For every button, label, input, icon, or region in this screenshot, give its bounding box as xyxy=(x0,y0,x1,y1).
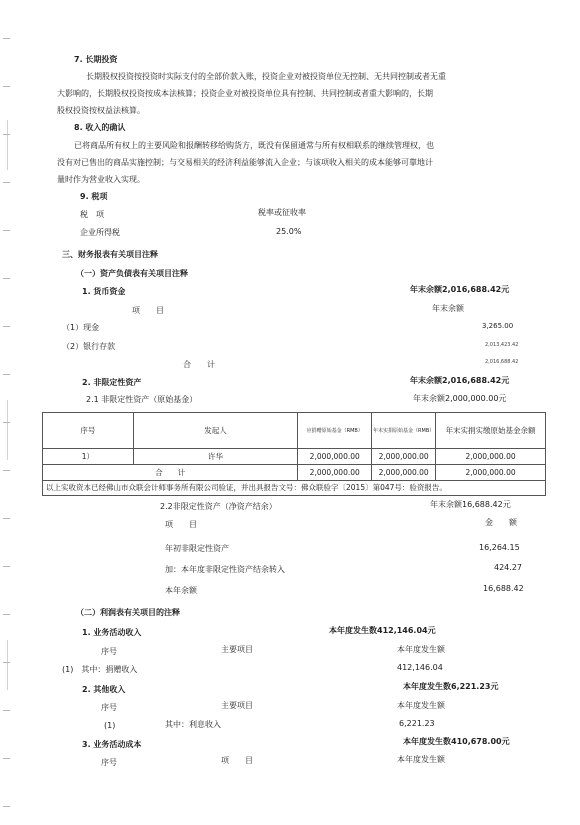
tax-row-rate: 25.0% xyxy=(276,227,302,236)
fund-sum-label: 合 计 xyxy=(43,465,298,481)
net-assets-total: 年末余额16,688.42元 xyxy=(430,500,511,509)
fund-header-due: 应捐赠原始基金（RMB） xyxy=(298,413,372,449)
original-fund-table xyxy=(42,412,546,481)
business-income-row-value: 412,146.04 xyxy=(397,663,443,672)
activity-cost-header-item: 项 目 xyxy=(221,756,253,765)
cash-row-label: （1）现金 xyxy=(62,323,100,332)
restricted-title: 2. 非限定性资产 xyxy=(82,378,142,387)
tax-header-rate: 税率或征收率 xyxy=(258,208,306,217)
business-income-header-no: 序号 xyxy=(101,647,117,656)
tax-row-name: 企业所得税 xyxy=(80,228,120,237)
net-assets-header-amount: 金 额 xyxy=(485,518,517,527)
other-income-total: 本年度发生数6,221.23元 xyxy=(403,682,499,691)
net-assets-row-value: 16,688.42 xyxy=(483,584,524,593)
fund-cell-no: 1） xyxy=(43,449,134,465)
net-assets-header-item: 项 目 xyxy=(165,520,197,529)
fund-header-sponsor: 发起人 xyxy=(133,413,298,449)
table-row xyxy=(43,449,546,465)
other-income-header-amount: 本年度发生额 xyxy=(397,701,445,710)
fund-sum-paid: 2,000,000.00 xyxy=(436,465,546,481)
cash-header-item: 项 目 xyxy=(132,306,164,315)
cash-row-value: 2,013,423.42 xyxy=(485,342,519,348)
notes-title: 三、财务报表有关项目注释 xyxy=(62,250,158,259)
cash-row-value: 3,265.00 xyxy=(482,322,514,330)
tax-header-item: 税 项 xyxy=(80,210,104,219)
cash-title: 1. 货币资金 xyxy=(82,287,126,296)
section-7-paragraph-line: 大影响的，长期股权投资按成本法核算；投资企业对被投资单位具有控制、共同控制或者重大影响的，长期 xyxy=(57,89,433,98)
income-notes-title: （二）利润表有关项目的注释 xyxy=(76,608,180,617)
fund-sum-due: 2,000,000.00 xyxy=(298,465,372,481)
net-assets-row-value: 16,264.15 xyxy=(479,543,520,552)
net-assets-row-label: 年初非限定性资产 xyxy=(165,544,229,553)
fund-cell-actual: 2,000,000.00 xyxy=(372,449,436,465)
business-income-row-label: (1) 其中：捐赠收入 xyxy=(62,665,138,674)
fund-sum-actual: 2,000,000.00 xyxy=(372,465,436,481)
activity-cost-title: 3. 业务活动成本 xyxy=(82,740,142,749)
business-income-header-main: 主要项目 xyxy=(221,645,253,654)
section-7-title: 7. 长期投资 xyxy=(74,55,118,64)
section-8-paragraph-line: 已将商品所有权上的主要风险和报酬转移给购货方，既没有保留通常与所有权相联系的继续管理权，也 xyxy=(74,141,434,150)
business-income-header-amount: 本年度发生额 xyxy=(397,645,445,654)
activity-cost-total: 本年度发生数410,678.00元 xyxy=(403,737,510,746)
other-income-row-value: 6,221.23 xyxy=(399,719,435,728)
business-income-total: 本年度发生数412,146.04元 xyxy=(329,626,436,635)
cash-header-balance: 年末余额 xyxy=(432,304,464,313)
net-assets-row-value: 424.27 xyxy=(494,563,522,572)
fund-header-no: 序号 xyxy=(43,413,134,449)
section-8-paragraph-line: 没有对已售出的商品实施控制；与交易相关的经济利益能够流入企业；与该项收入相关的成本能够可靠地计 xyxy=(57,158,433,167)
other-income-row-label: 其中：利息收入 xyxy=(165,720,221,729)
fund-cell-due: 2,000,000.00 xyxy=(298,449,372,465)
section-8-title: 8. 收入的确认 xyxy=(74,123,126,132)
net-assets-subtitle: 2.2非限定性资产（净资产结余） xyxy=(160,502,277,511)
cash-sum-value: 2,016,688.42 xyxy=(485,359,519,365)
fund-subtitle: 2.1 非限定性资产（原始基金） xyxy=(86,395,198,404)
balance-sheet-notes-title: （一）资产负债表有关项目注释 xyxy=(76,269,188,278)
fund-total: 年末余额2,000,000.00元 xyxy=(413,394,507,403)
verification-note: 以上实收资本已经佛山市众联会计师事务所有限公司验证，并出具报告文号：佛众联验字〔2015〕第047号：验资报告。 xyxy=(42,481,546,496)
table-row xyxy=(43,465,546,481)
section-7-paragraph-line: 股权投资按权益法核算。 xyxy=(57,106,145,115)
cash-sum-label: 合 计 xyxy=(183,360,215,369)
cash-total: 年末余额2,016,688.42元 xyxy=(410,285,510,294)
fund-header-paid: 年末实捐实缴原始基金余额 xyxy=(436,413,546,449)
other-income-row-no: (1) xyxy=(104,721,116,730)
section-8-paragraph-line: 量时作为营业收入实现。 xyxy=(57,175,145,184)
net-assets-row-label: 加：本年度非限定性资产结余转入 xyxy=(165,565,285,574)
restricted-total: 年末余额2,016,688.42元 xyxy=(410,376,510,385)
cash-row-label: （2）银行存款 xyxy=(62,342,116,351)
activity-cost-header-no: 序号 xyxy=(101,758,117,767)
other-income-header-main: 主要项目 xyxy=(221,701,253,710)
other-income-title: 2. 其他收入 xyxy=(82,685,126,694)
fund-cell-paid: 2,000,000.00 xyxy=(436,449,546,465)
fund-cell-sponsor: 许华 xyxy=(133,449,298,465)
fund-header-actual: 年末实捐原始基金（RMB） xyxy=(372,413,436,449)
section-7-paragraph-line: 长期股权投资按投资时实际支付的全部价款入账，投资企业对被投资单位无控制、无共同控制或者无重 xyxy=(86,72,446,81)
binding-margin xyxy=(0,0,14,825)
section-9-title: 9. 税项 xyxy=(80,192,108,201)
activity-cost-header-amount: 本年度发生额 xyxy=(397,755,445,764)
net-assets-row-label: 本年余额 xyxy=(165,586,197,595)
business-income-title: 1. 业务活动收入 xyxy=(82,628,142,637)
other-income-header-no: 序号 xyxy=(101,703,117,712)
